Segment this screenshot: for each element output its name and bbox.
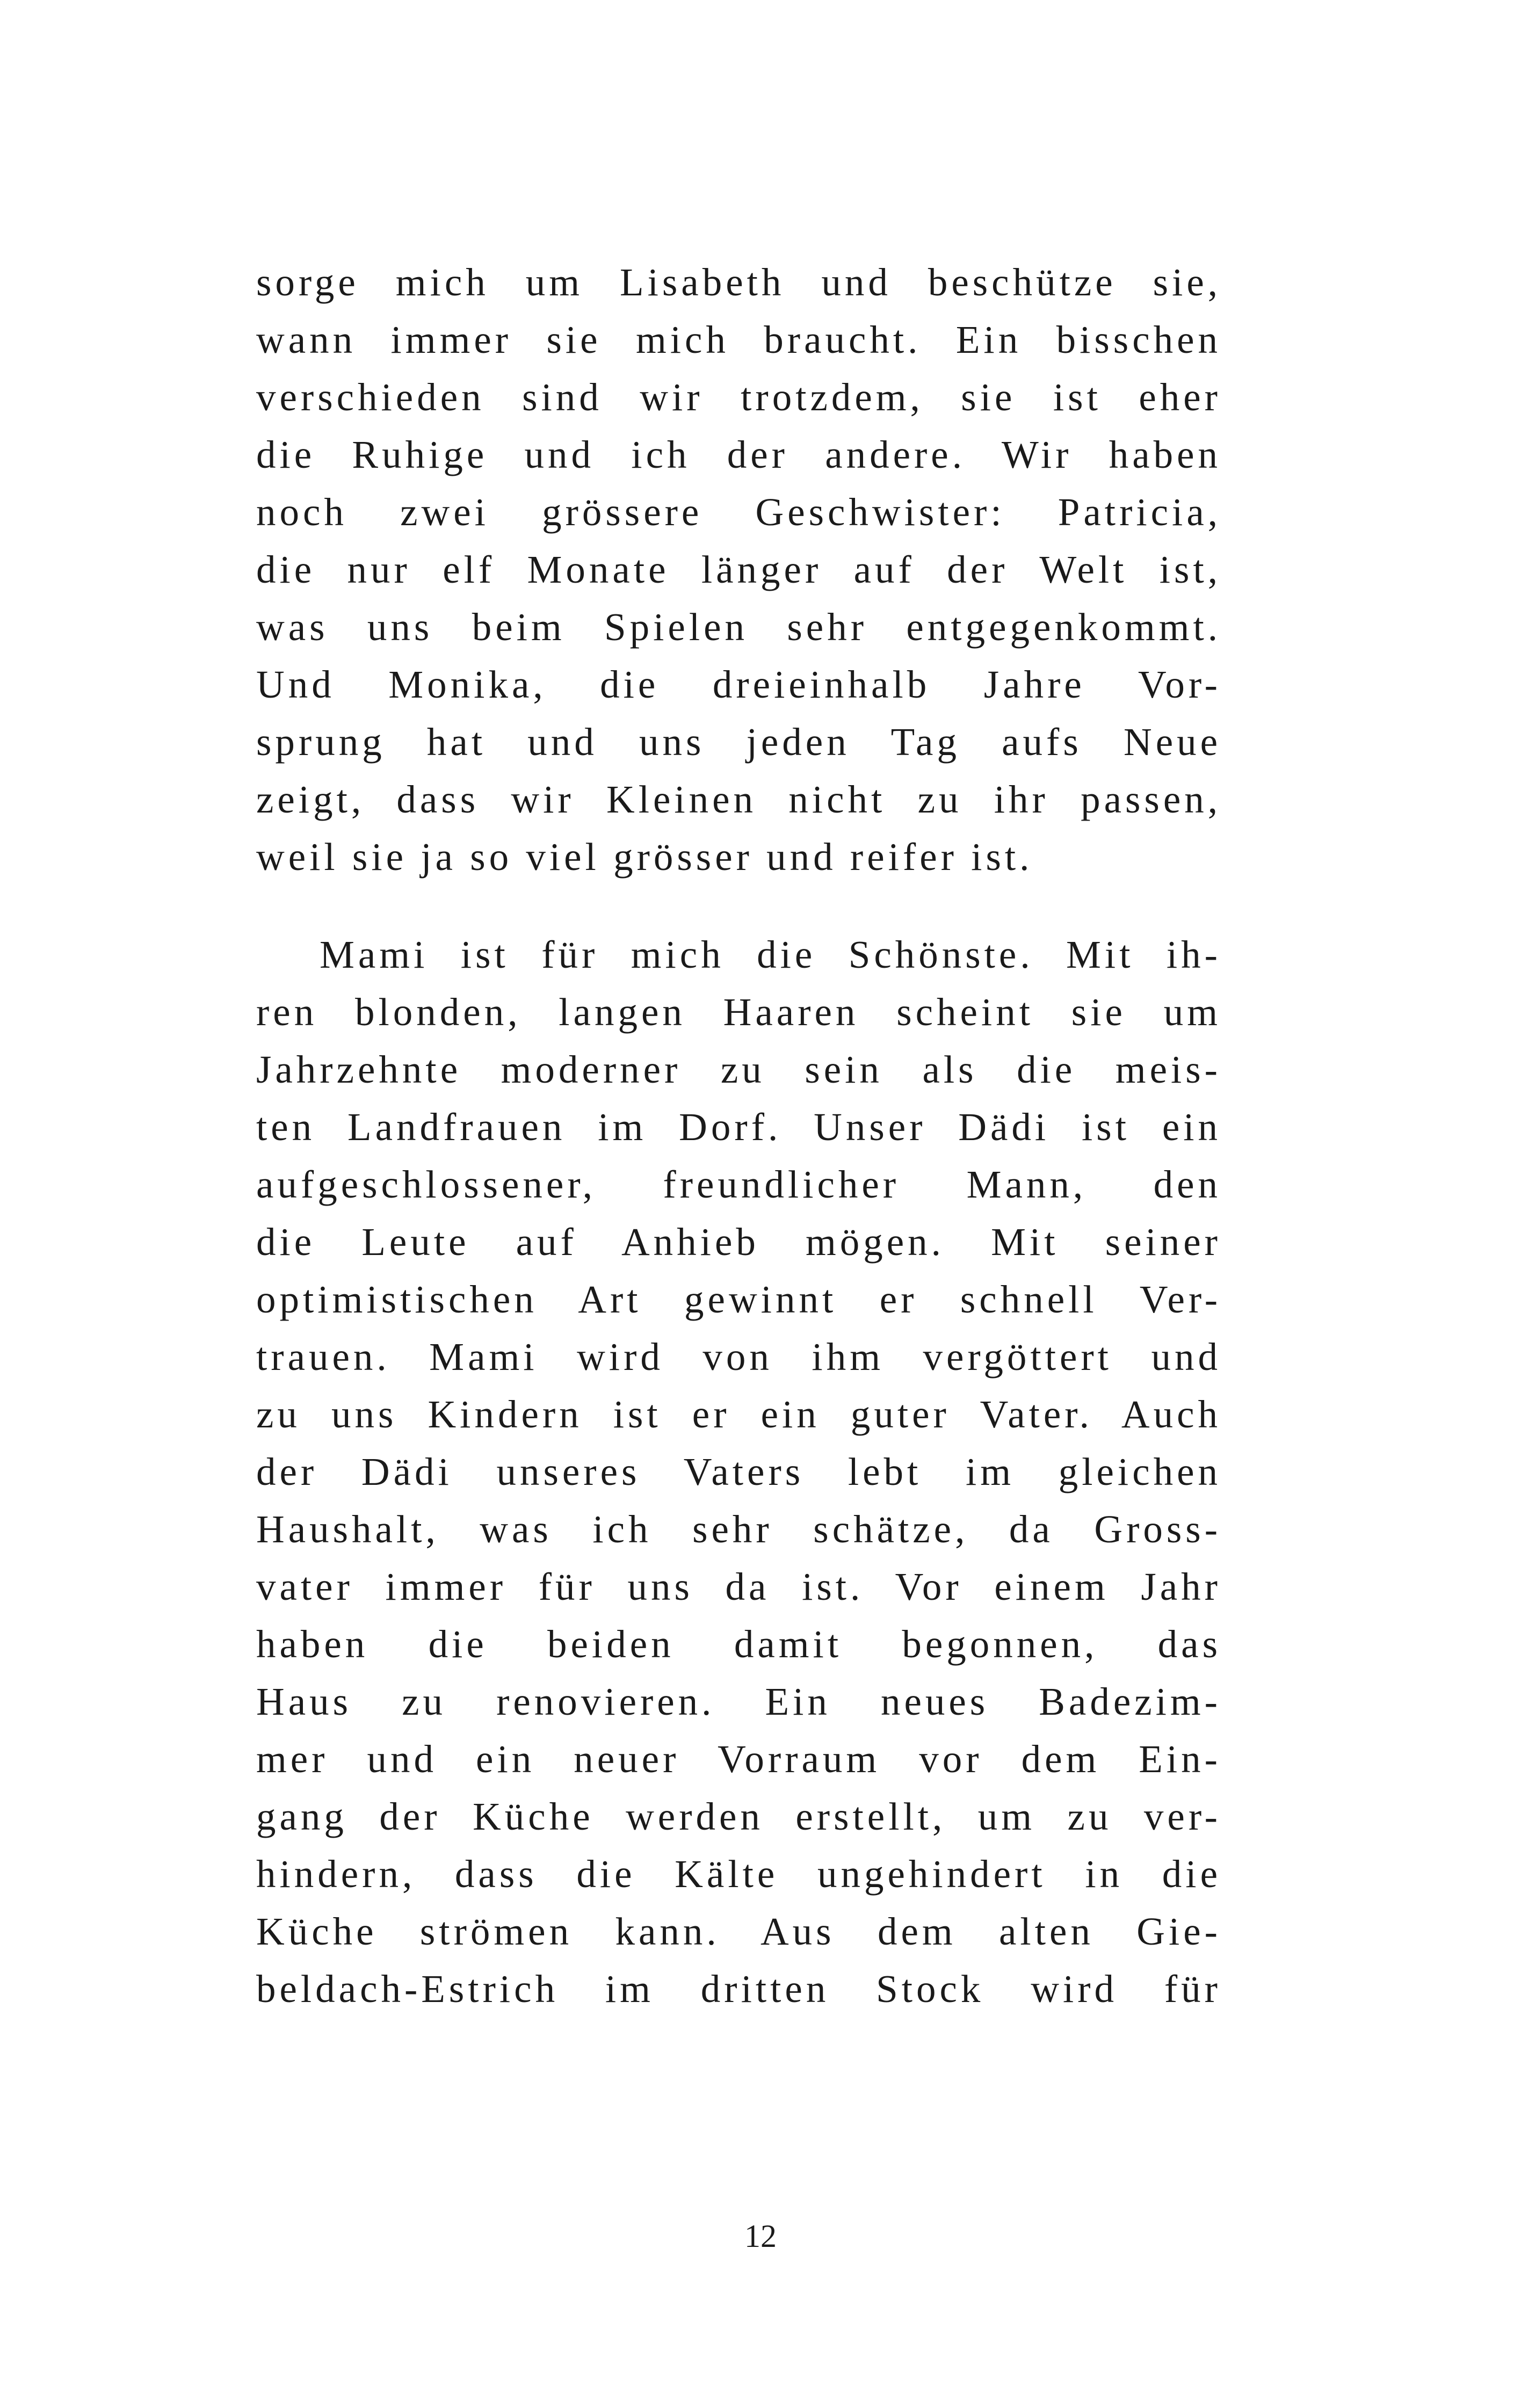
text-line: Jahrzehnte moderner zu sein als die meis- <box>256 1048 1221 1091</box>
text-line: beldach-Estrich im dritten Stock wird für <box>256 1967 1221 2011</box>
text-line: der Dädi unseres Vaters lebt im gleichen <box>256 1450 1221 1493</box>
text-line: die Ruhige und ich der andere. Wir haben <box>256 433 1221 476</box>
text-line: verschieden sind wir trotzdem, sie ist eher <box>256 375 1221 419</box>
text-line: sorge mich um Lisabeth und beschütze sie, <box>256 260 1221 304</box>
text-line: was uns beim Spielen sehr entgegenkommt. <box>256 605 1221 649</box>
text-line: gang der Küche werden erstellt, um zu ver- <box>256 1795 1221 1838</box>
text-line: Und Monika, die dreieinhalb Jahre Vor- <box>256 663 1221 706</box>
text-line: Mami ist für mich die Schönste. Mit ih- <box>320 933 1221 976</box>
text-line: zu uns Kindern ist er ein guter Vater. Auch <box>256 1392 1221 1436</box>
paragraph-1 <box>256 253 1221 886</box>
text-line: haben die beiden damit begonnen, das <box>256 1622 1221 1666</box>
text-line: ten Landfrauen im Dorf. Unser Dädi ist ein <box>256 1105 1221 1149</box>
text-line: Haushalt, was ich sehr schätze, da Gross- <box>256 1507 1221 1551</box>
text-line: sprung hat und uns jeden Tag aufs Neue <box>256 720 1221 764</box>
paragraph-2 <box>256 926 1221 2018</box>
text-line: optimistischen Art gewinnt er schnell Ver- <box>256 1278 1221 1321</box>
text-line: wann immer sie mich braucht. Ein bisschen <box>256 318 1221 361</box>
text-line: aufgeschlossener, freundlicher Mann, den <box>256 1163 1221 1206</box>
text-line: weil sie ja so viel grösser und reifer ist. <box>256 835 1033 879</box>
text-line: die Leute auf Anhieb mögen. Mit seiner <box>256 1220 1221 1264</box>
page-number: 12 <box>744 2218 777 2254</box>
text-line: vater immer für uns da ist. Vor einem Jahr <box>256 1565 1221 1608</box>
text-line: hindern, dass die Kälte ungehindert in die <box>256 1852 1221 1896</box>
text-line: trauen. Mami wird von ihm vergöttert und <box>256 1335 1221 1379</box>
text-line: die nur elf Monate länger auf der Welt ist, <box>256 548 1221 591</box>
text-line: mer und ein neuer Vorraum vor dem Ein- <box>256 1737 1221 1781</box>
text-line: ren blonden, langen Haaren scheint sie um <box>256 990 1221 1034</box>
text-line: Küche strömen kann. Aus dem alten Gie- <box>256 1910 1221 1953</box>
text-line: noch zwei grössere Geschwister: Patricia, <box>256 490 1221 534</box>
text-line: Haus zu renovieren. Ein neues Badezim- <box>256 1680 1221 1723</box>
text-line: zeigt, dass wir Kleinen nicht zu ihr passen, <box>256 778 1221 821</box>
